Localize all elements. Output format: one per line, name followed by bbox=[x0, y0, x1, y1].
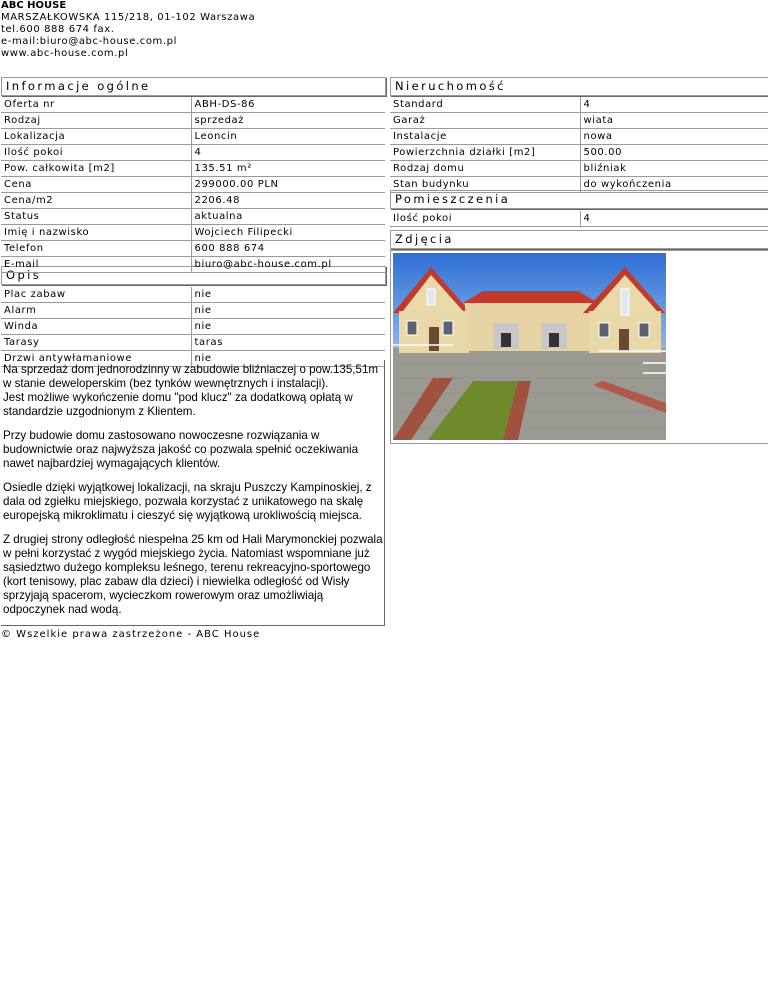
section-general-title: Informacje ogólne bbox=[1, 77, 386, 96]
general-row bbox=[1, 257, 385, 273]
property-label: Standard bbox=[390, 97, 580, 113]
features-label: Winda bbox=[1, 319, 191, 335]
general-row bbox=[1, 97, 385, 113]
rooms-table bbox=[390, 211, 768, 227]
general-value: ABH-DS-86 bbox=[191, 97, 385, 113]
section-description-title: Opis bbox=[1, 266, 386, 285]
features-label: Tarasy bbox=[1, 335, 191, 351]
property-value: 4 bbox=[580, 97, 768, 113]
property-row bbox=[390, 177, 768, 193]
general-label: E-mail bbox=[1, 257, 191, 273]
general-value: Wojciech Filipecki bbox=[191, 225, 385, 241]
description-paragraph-1: Na sprzedaż dom jednorodzinny w zabudowie bliźniaczej o pow.135,51m w stanie deweloperskim (bez tynków wewnętrznych i instalacji). Jest możliwe wykończenie domu "pod klucz" za dodatkową opłatą w standardzie uzgodnionym z Klientem. bbox=[3, 363, 379, 418]
features-label: Alarm bbox=[1, 303, 191, 319]
section-photos-title: Zdjęcia bbox=[390, 230, 768, 249]
description-paragraph-3: Osiedle dzięki wyjątkowej lokalizacji, na skraju Puszczy Kampinoskiej, z dala od zgiełku miejskiego, pozwala korzystać z unikatowego na skalę europejską mikroklimatu i cieszyć się wyjątkową urokliwością miejsca. bbox=[3, 481, 372, 522]
general-value: Leoncin bbox=[191, 129, 385, 145]
general-label: Cena/m2 bbox=[1, 193, 191, 209]
general-value: biuro@abc-house.com.pl bbox=[191, 257, 385, 273]
features-value: nie bbox=[191, 287, 385, 303]
general-label: Imię i nazwisko bbox=[1, 225, 191, 241]
general-value: aktualna bbox=[191, 209, 385, 225]
features-value: nie bbox=[191, 319, 385, 335]
features-value: taras bbox=[191, 335, 385, 351]
rooms-label: Ilość pokoi bbox=[390, 211, 580, 227]
rooms-value: 4 bbox=[580, 211, 768, 227]
property-row bbox=[390, 129, 768, 145]
general-row bbox=[1, 161, 385, 177]
general-value: 4 bbox=[191, 145, 385, 161]
general-value: 600 888 674 bbox=[191, 241, 385, 257]
features-row bbox=[1, 335, 385, 351]
property-row bbox=[390, 113, 768, 129]
description-paragraph-4: Z drugiej strony odległość niespełna 25 km od Hali Marymonckiej pozwala w pełni korzystać z wygód miejskiego życia. Natomiast wspomniane już sąsiedztwo dużego kompleksu leśnego, terenu rekreacyjno-sportowego (kort tenisowy, plac zabaw dla dzieci) i niewielka odległość od Wisły sprzyjają spacerom, wycieczkom rowerowym oraz umożliwiają odpoczynek nad wodą. bbox=[3, 533, 383, 616]
property-label: Rodzaj domu bbox=[390, 161, 580, 177]
company-phone: tel.600 888 674 fax. bbox=[1, 24, 115, 35]
general-label: Telefon bbox=[1, 241, 191, 257]
features-table bbox=[1, 287, 385, 367]
features-value: nie bbox=[191, 351, 385, 367]
general-value: 2206.48 bbox=[191, 193, 385, 209]
features-row bbox=[1, 287, 385, 303]
general-label: Oferta nr bbox=[1, 97, 191, 113]
property-label: Stan budynku bbox=[390, 177, 580, 193]
property-label: Powierzchnia działki [m2] bbox=[390, 145, 580, 161]
general-value: 135.51 m² bbox=[191, 161, 385, 177]
property-table bbox=[390, 97, 768, 193]
general-table bbox=[1, 97, 385, 273]
general-label: Lokalizacja bbox=[1, 129, 191, 145]
property-value: bliźniak bbox=[580, 161, 768, 177]
features-row bbox=[1, 303, 385, 319]
property-row bbox=[390, 145, 768, 161]
features-value: nie bbox=[191, 303, 385, 319]
general-label: Status bbox=[1, 209, 191, 225]
general-row bbox=[1, 129, 385, 145]
features-label: Plac zabaw bbox=[1, 287, 191, 303]
property-value: 500.00 bbox=[580, 145, 768, 161]
section-property-title: Nieruchomość bbox=[390, 77, 768, 96]
description-paragraph-2: Przy budowie domu zastosowano nowoczesne rozwiązania w budownictwie oraz najwyższa jakość co pozwala spełnić oczekiwania nawet najbardziej wymagających klientów. bbox=[3, 429, 359, 470]
general-label: Pow. całkowita [m2] bbox=[1, 161, 191, 177]
company-name: ABC HOUSE bbox=[1, 0, 67, 11]
general-label: Ilość pokoi bbox=[1, 145, 191, 161]
rooms-row bbox=[390, 211, 768, 227]
company-address: MARSZAŁKOWSKA 115/218, 01-102 Warszawa bbox=[1, 12, 256, 23]
general-value: sprzedaż bbox=[191, 113, 385, 129]
footer-copyright: © Wszelkie prawa zastrzeżone - ABC House bbox=[1, 629, 261, 640]
house-photo[interactable] bbox=[393, 253, 666, 440]
general-value: 299000.00 PLN bbox=[191, 177, 385, 193]
features-row bbox=[1, 319, 385, 335]
property-row bbox=[390, 97, 768, 113]
general-row bbox=[1, 193, 385, 209]
property-value: nowa bbox=[580, 129, 768, 145]
company-www: www.abc-house.com.pl bbox=[1, 48, 129, 59]
property-row bbox=[390, 161, 768, 177]
property-label: Garaż bbox=[390, 113, 580, 129]
general-row bbox=[1, 177, 385, 193]
general-row bbox=[1, 209, 385, 225]
general-row bbox=[1, 241, 385, 257]
section-rooms-title: Pomieszczenia bbox=[390, 190, 768, 209]
company-header bbox=[1, 0, 255, 60]
property-label: Instalacje bbox=[390, 129, 580, 145]
general-label: Cena bbox=[1, 177, 191, 193]
company-email: e-mail:biuro@abc-house.com.pl bbox=[1, 36, 178, 47]
features-label: Drzwi antywłamaniowe bbox=[1, 351, 191, 367]
description-text bbox=[3, 363, 385, 627]
property-value: wiata bbox=[580, 113, 768, 129]
property-value: do wykończenia bbox=[580, 177, 768, 193]
general-row bbox=[1, 145, 385, 161]
general-row bbox=[1, 113, 385, 129]
general-row bbox=[1, 225, 385, 241]
general-label: Rodzaj bbox=[1, 113, 191, 129]
